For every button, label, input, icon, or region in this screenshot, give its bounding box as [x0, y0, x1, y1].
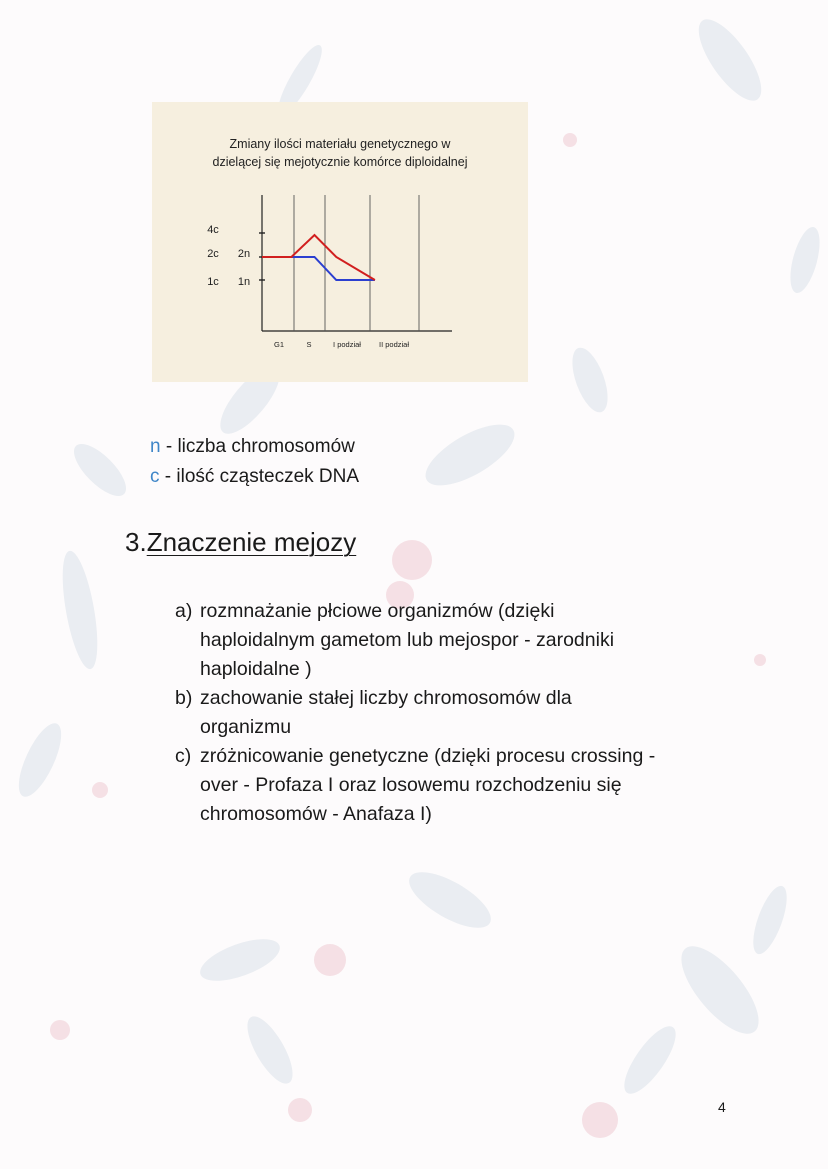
list-item-line: organizmu — [200, 716, 292, 738]
legend-text-n: - liczba chromosomów — [160, 436, 355, 457]
legend-item-n — [150, 432, 359, 462]
list-item-label: a) — [175, 600, 193, 622]
section-heading — [125, 527, 356, 558]
y-label-c: 2c — [207, 248, 219, 260]
chart-title-line-1: Zmiany ilości materiału genetycznego w — [229, 137, 451, 151]
x-tick-label: I podział — [333, 340, 361, 349]
section-title: Znaczenie mejozy — [146, 527, 357, 557]
list-item-line: zachowanie stałej liczby chromosomów dla — [200, 687, 572, 709]
significance-list — [175, 597, 755, 829]
y-label-n: 2n — [237, 248, 251, 260]
list-item-line: haploidalnym gametom lub mejospor - zarodniki — [200, 629, 615, 651]
page-number: 4 — [718, 1099, 726, 1115]
list-item-line: over - Profaza I oraz losowemu rozchodzeniu się — [200, 774, 622, 796]
section-number: 3. — [125, 527, 147, 557]
list-item-a — [175, 597, 755, 684]
list-item-line: rozmnażanie płciowe organizmów (dzięki — [200, 600, 555, 622]
x-tick-label: G1 — [273, 340, 285, 349]
chart-title-line-2: dzielącej się mejotycznie komórce diploidalnej — [212, 155, 468, 169]
list-item-b — [175, 684, 755, 742]
x-tick-label: S — [306, 340, 312, 349]
legend-symbol-n: n — [150, 436, 161, 457]
legend-item-c — [150, 462, 359, 492]
series-line-c — [262, 235, 375, 280]
list-item-label: b) — [175, 687, 193, 709]
y-label-c: 1c — [207, 276, 219, 288]
list-item-label: c) — [175, 745, 192, 767]
list-item-line: chromosomów - Anafaza I) — [200, 803, 432, 825]
x-tick-label: II podział — [378, 340, 410, 349]
legend-text-c: - ilość cząsteczek DNA — [159, 466, 360, 487]
chart-plot — [152, 102, 528, 382]
legend — [150, 432, 359, 492]
list-item-c — [175, 742, 755, 829]
list-item-line: haploidalne ) — [200, 658, 312, 680]
list-item-line: zróżnicowanie genetyczne (dzięki procesu crossing - — [200, 745, 656, 767]
y-label-c: 4c — [207, 224, 219, 236]
y-label-n: 1n — [237, 276, 251, 288]
series-line-n — [262, 257, 375, 280]
genetic-material-chart — [152, 102, 528, 382]
legend-symbol-c: c — [150, 466, 160, 487]
